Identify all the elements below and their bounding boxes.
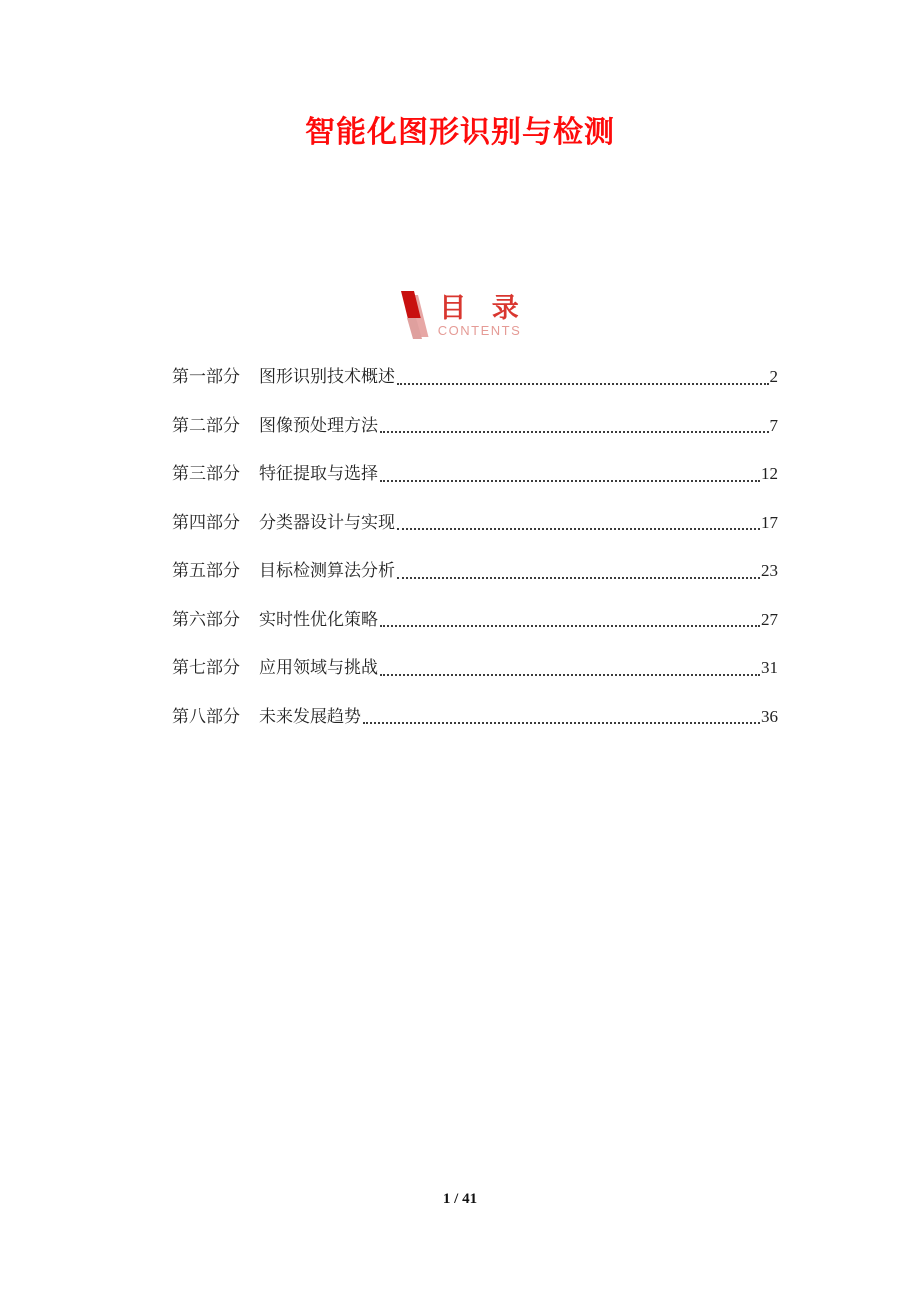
toc-entry-page-number: 2 [769, 367, 778, 386]
toc-entry-part: 第四部分 [172, 512, 240, 532]
toc-entry-title: 目标检测算法分析 [259, 561, 395, 580]
toc-header [0, 291, 920, 341]
toc-entry[interactable] [172, 353, 778, 402]
dot-leader [397, 577, 760, 579]
toc-entry-page-number: 7 [769, 415, 778, 435]
toc-entry[interactable] [172, 644, 778, 693]
dot-leader [380, 674, 760, 676]
toc-entry-part: 第七部分 [172, 658, 240, 677]
toc-entry-page-number: 17 [761, 512, 778, 532]
toc-entry-title: 实时性优化策略 [259, 609, 378, 629]
toc-entry[interactable] [172, 547, 778, 596]
toc-brush-mark-icon [399, 291, 425, 341]
toc-list [172, 353, 778, 741]
toc-entry-title: 未来发展趋势 [259, 706, 361, 726]
dot-leader [397, 383, 769, 385]
toc-entry[interactable] [172, 596, 778, 645]
document-title: 智能化图形识别与检测 [305, 116, 615, 149]
toc-entry[interactable] [172, 402, 778, 451]
page-number-indicator: 1 / 41 [442, 1191, 478, 1207]
toc-title-zh: 目 录 [439, 293, 520, 323]
toc-entry-page-number: 27 [761, 609, 778, 629]
dot-leader [380, 625, 760, 627]
toc-entry[interactable] [172, 450, 778, 499]
toc-entry-title: 图像预处理方法 [259, 415, 378, 435]
toc-entry-title: 图形识别技术概述 [259, 367, 395, 386]
toc-header-text [438, 295, 522, 338]
dot-leader [363, 722, 760, 724]
toc-entry-title: 分类器设计与实现 [259, 512, 395, 532]
toc-entry-page-number: 23 [761, 561, 778, 580]
toc-entry-part: 第三部分 [172, 464, 240, 483]
toc-entry-page-number: 36 [761, 706, 778, 726]
toc-title-en: CONTENTS [437, 323, 522, 338]
toc-entry-part: 第一部分 [172, 367, 240, 386]
toc-entry-page-number: 12 [761, 464, 778, 483]
toc-entry[interactable] [172, 693, 778, 742]
toc-entry-title: 应用领域与挑战 [259, 658, 378, 677]
toc-entry[interactable] [172, 499, 778, 548]
dot-leader [397, 528, 760, 530]
toc-entry-title: 特征提取与选择 [259, 464, 378, 483]
dot-leader [380, 431, 769, 433]
toc-entry-part: 第五部分 [172, 561, 240, 580]
toc-entry-part: 第二部分 [172, 415, 240, 435]
toc-entry-page-number: 31 [761, 658, 778, 677]
toc-entry-part: 第八部分 [172, 706, 240, 726]
dot-leader [380, 480, 760, 482]
toc-entry-part: 第六部分 [172, 609, 240, 629]
